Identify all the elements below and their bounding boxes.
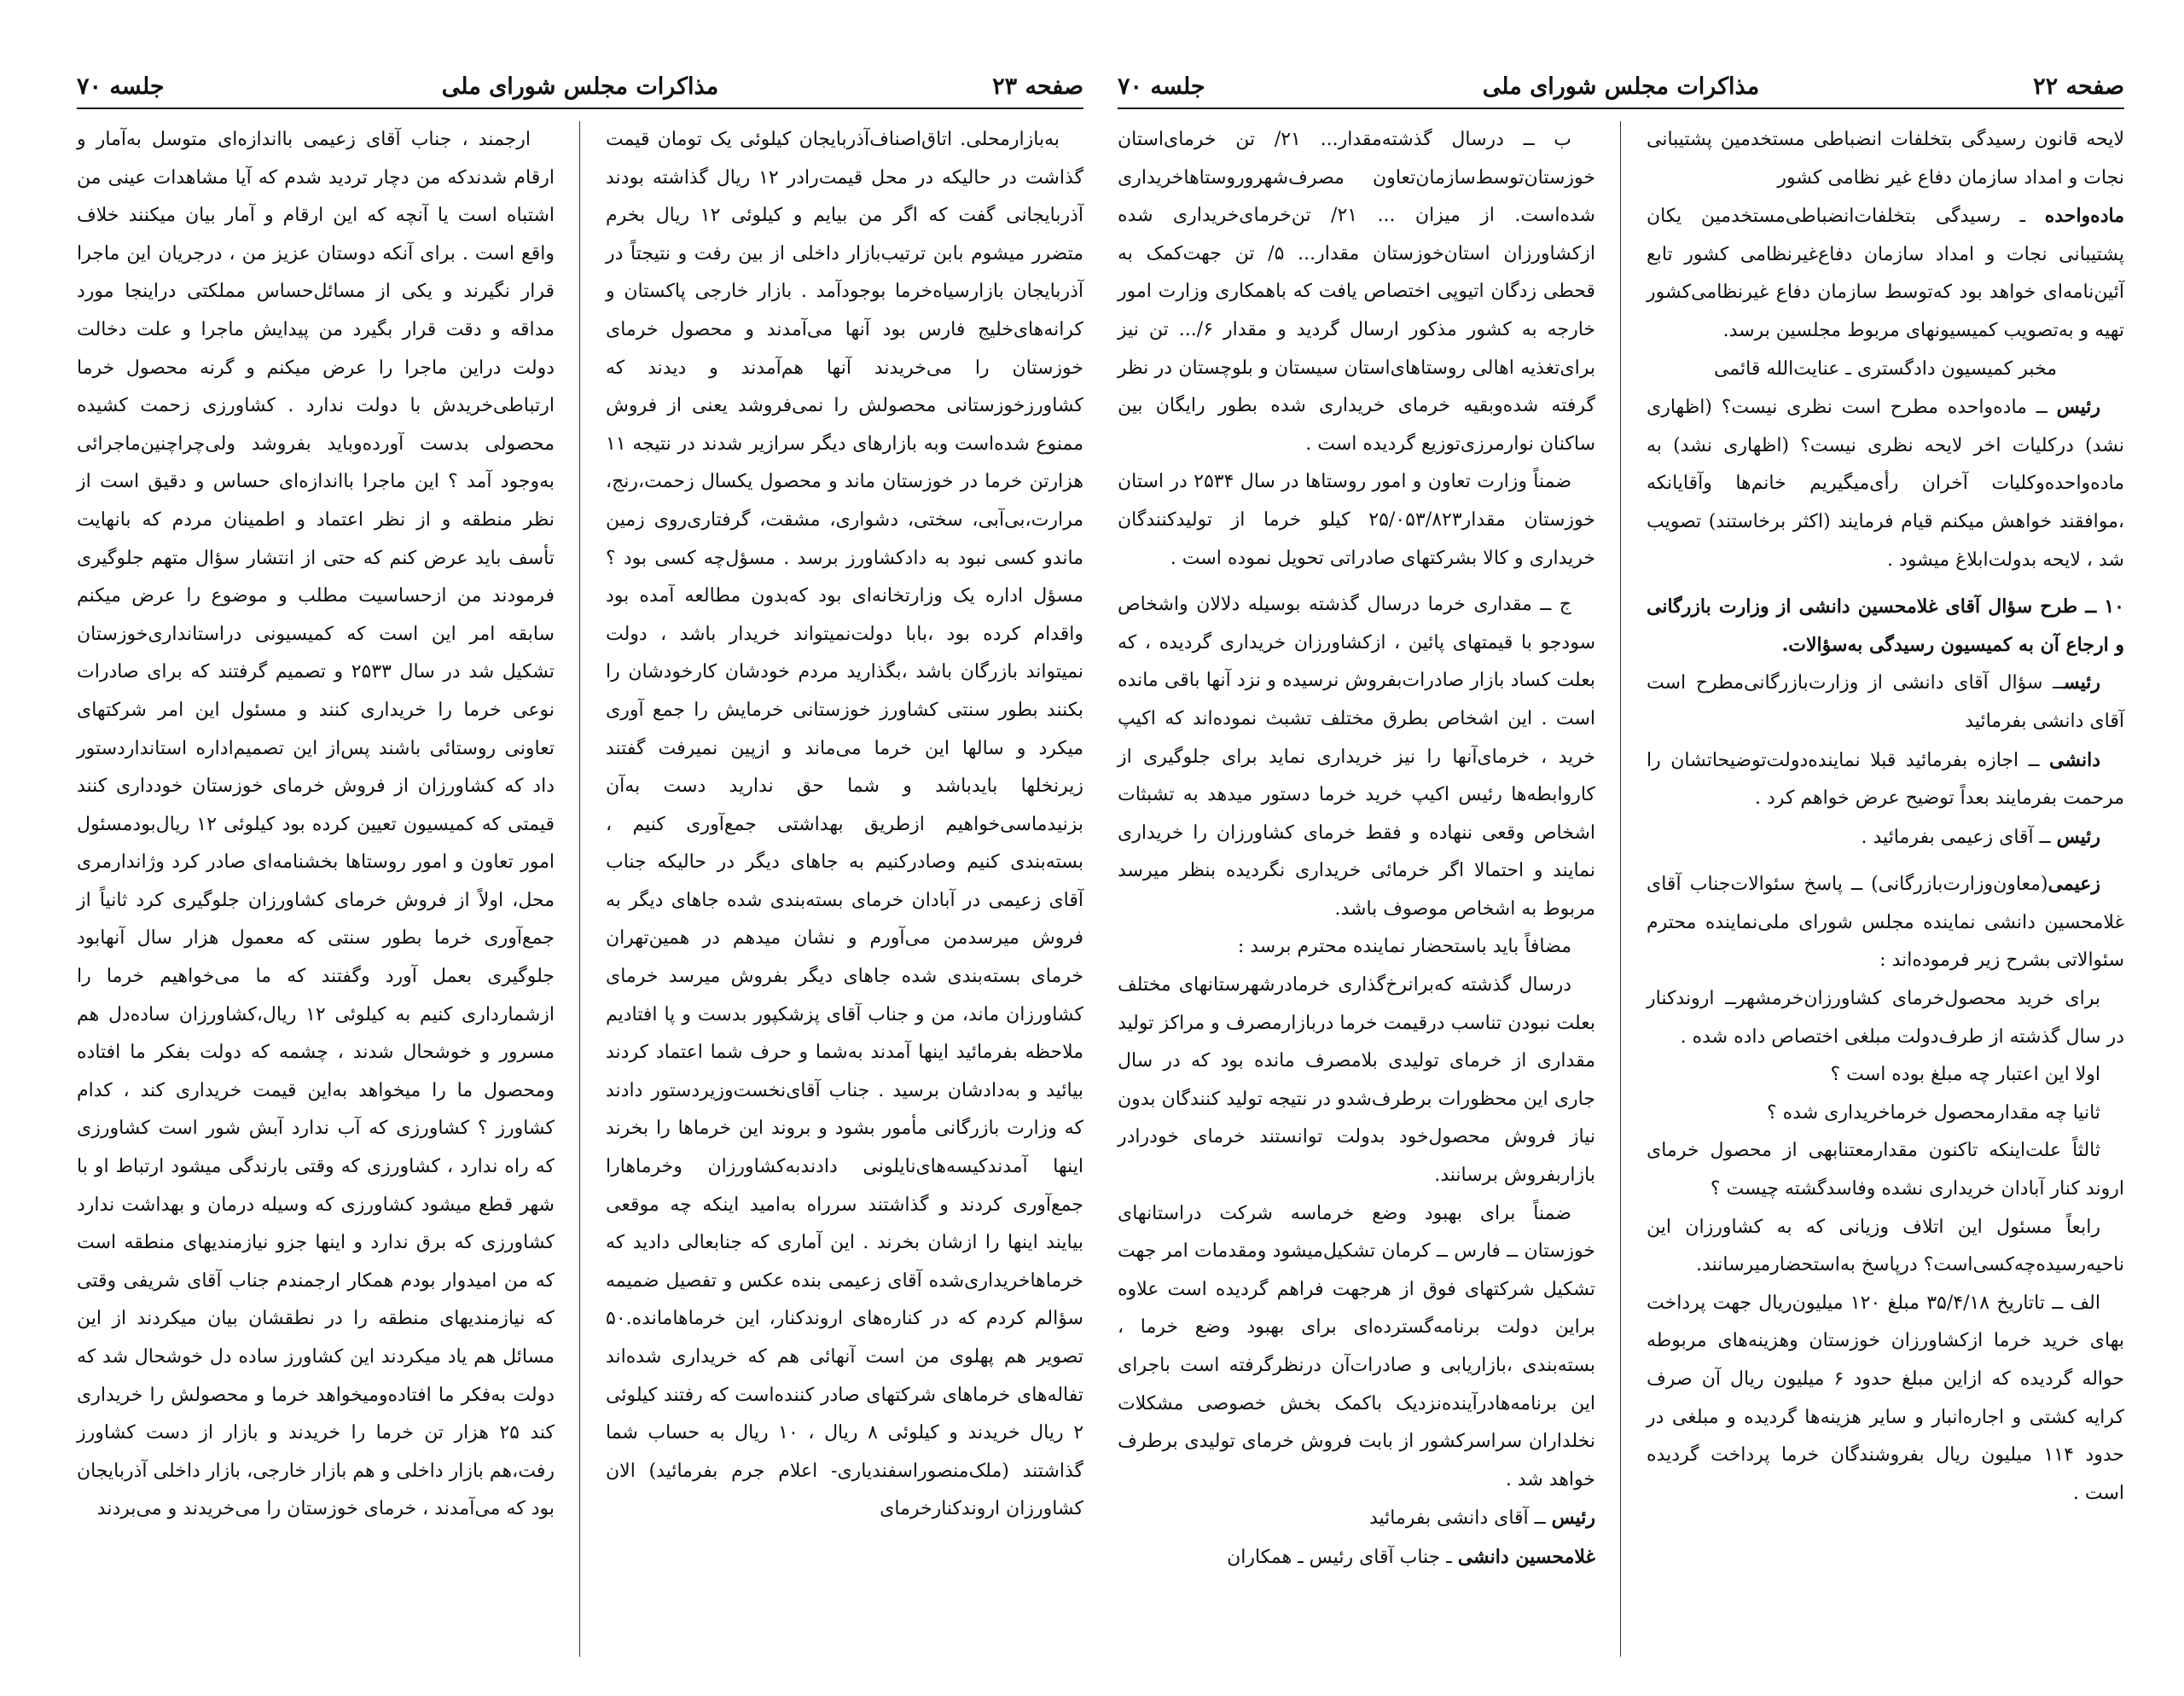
paragraph-text: ثالثاً علت‌اینکه تاکنون مقدارمعتنابهی از محصول خرمای اروند کنار آبادان خریداری نشده وفاسدگشته چیست ؟ [1647,1140,2124,1200]
right-page-right-column [1647,121,2124,1674]
left-page-right-column [606,121,1083,1674]
paragraph-text: ــ آقای دانشی بفرمائید [1368,1507,1552,1530]
paragraph-text: برای خرید محصول‌خرمای کشاورزان‌خرمشهرــ اروندکنار در سال گذشته از طرف‌دولت مبلغی اختصاص داده شده . [1647,988,2124,1048]
right-page-session: جلسه ۷۰ [1118,73,1205,100]
paragraph-text: ــ اجازه بفرمائید قبلا نماینده‌دولت‌توضیحاتشان را مرحمت بفرمایند بعداً توضیح عرض خواهم کرد . [1647,749,2124,810]
paragraph [1647,1209,2124,1285]
paragraph-text: ضمناً برای بهبود وضع خرماسه شرکت دراستانهای خوزستان ــ فارس ــ کرمان تشکیل‌میشود ومقدمات امر جهت تشکیل شرکتهای فوق از هرجهت فراهم گردیده است علاوه براین دولت برنامه‌گسترده‌ای برای بهبود وضع خرما ، بسته‌بندی ،بازاریابی و صادرات‌آن درنظرگرفته است باجرای این برنامه‌هادرآینده‌نزدیک باکمک بخش خصوصی مشکلات نخلداران سراسرکشور از بابت فروش خرمای تولیدی برطرف خواهد شد . [1118,1202,1595,1490]
speaker-label: رئیس [1551,1507,1595,1530]
paragraph-text: ــ آقای زعیمی بفرمائید . [1861,826,2057,848]
paragraph [1647,980,2124,1056]
paragraph [1118,586,1595,928]
left-page-header [77,70,1083,109]
paragraph [1647,121,2124,197]
paragraph [1647,588,2124,664]
speaker-label: زعیمی [2048,873,2100,896]
left-page [77,70,1083,1674]
paragraph-text: مخبر کمیسیون دادگستری ـ عنایت‌الله قائمی [1713,357,2058,380]
paragraph [1647,818,2124,857]
paragraph-text: ارجمند ، جناب آقای زعیمی بااندازه‌ای متوسل به‌آمار و ارقام شدند‌که من دچار تردید شدم که آیا مشاهدات عینی من اشتباه است یا آنچه که این ارقام و آمار بیان میکنند خلاف واقع است . برای آنکه دوستان عزیز من ، درجریان این ماجرا قرار نگیرند و یکی از مسائل‌حساس مملکتی دراینجا مورد مداقه و دقت قرار بگیرد من پیدایش ماجرا و علت دخالت دولت دراین ماجرا را عرض میکنم و گرنه محصول خرما ارتباطی‌خریدش با دولت ندارد . کشاورزی زحمت کشیده محصولی بدست آورده‌وباید بفروشد ولی‌چراچنین‌ماجرائی به‌وجود آمد ؟ این ماجرا بااندازه‌ای حساس و دقیق است از نظر منطقه و از نظر اعتماد و اطمینان مردم که بانهایت تأسف باید عرض کنم که حتی از انتشار سؤال متهم جلوگیری فرمودند من ازحساسیت مطلب و موضوع را عرض میکنم سابقه امر این است که کمیسیونی دراستانداری‌خوزستان تشکیل شد در سال ۲۵۳۳ و تصمیم گرفتند که برای صادرات نوعی خرما را خریداری کنند و مسئول این امر شرکتهای تعاونی روستائی باشند پس‌از این تصمیم‌اداره استانداردستور داد که کشاورزان از فروش خرمای خوزستان خودداری کنند قیمتی که کمیسیون تعیین کرده بود کیلوئی ۱۲ ریال‌بودمسئول امور تعاون و امور روستاها بخشنامه‌ای صادر کرد وژاندارمری محل، اولاً از فروش خرمای کشاورزان جلوگیری کرد ثانیاً از جمع‌آوری خرما بطور سنتی که معمول هزار سال آنهابود جلوگیری بعمل آورد وگفتند که ما می‌خواهیم خرما را ازشمارداری کنیم به کیلوئی ۱۲ ریال،کشاورزان ساده‌دل هم مسرور و خوشحال شدند ، چشمه که دولت بفکر ما افتاده ومحصول ما را میخواهد به‌این قیمت خریداری کند ، کدام کشاورز ؟ کشاورزی که آب ندارد آبش شور است کشاورزی که راه ندارد ، کشاورزی که وقتی بارندگی میشود ارتباط او با شهر قطع میشود کشاورزی که وسیله درمان و بهداشت ندارد کشاورزی که برق ندارد و اینها جزو نیازمندیهای منطقه است که من امیدوار بودم همکار ارجمندم جناب آقای شریفی وقتی که نیازمندیهای منطقه را در نطقشان بیان میکردند از این مسائل هم یاد میکردند این کشاورز ساده دل خوشحال شد که دولت به‌فکر ما افتاده‌وميخواهد خرما و محصولش را خریداری کند ۲۵ هزار تن خرما را خریدند و بازار از دست کشاورز رفت،هم بازار داخلی و هم بازار خارجی، بازار داخلی آذربایجان بود که می‌آمدند ، خرمای خوزستان را می‌خریدند و می‌بردند [77,129,555,1520]
paragraph [1647,351,2124,389]
paragraph-text: ثانیا چه مقدار‌محصول خرماخریداری شده ؟ [1766,1101,2100,1124]
paragraph-text: ۱۰ ــ طرح سؤال آقای غلامحسین دانشی از وزارت بازرگانی و ارجاع آن به کمیسیون رسیدگی به‌سؤالات. [1647,595,2124,656]
paragraph-text: رابعاً مسئول این اتلاف وزیانی که به کشاورزان این ناحیه‌رسیده‌چه‌کسی‌است؟ درپاسخ به‌استحضارمیرسانند. [1647,1216,2124,1276]
paragraph [1647,741,2124,818]
paragraph [77,121,555,1529]
paragraph-text: ب ــ درسال گذشته‌مقدار... ۲۱/ تن خرمای‌استان خوزستان‌توسط‌سازمان‌تعاون مصرف‌شهرو‌روستاها‌خریداری شده‌است. از میزان ... ۲۱/ تن‌خرمای‌خریداری شده ازکشاورزان استان‌خوزستان مقدار... ۵/ تن جهت‌کمک به قحطی زدگان اتیوپی اختصاص یافت که باهمکاری وزارت امور خارجه به کشور مذکور ارسال گردید و مقدار ۶/... تن نیز برای‌تغذیه اهالی روستاهای‌استان سیستان و بلوچستان در نظر گرفته شده‌وبقیه خرمای خریداری شده بطور رایگان بین ساکنان نوارمرزی‌توزیع گردیده است . [1118,129,1596,455]
paragraph-text: الف ــ تاتاریخ ۳۵/۴/۱۸ مبلغ ۱۲۰ میلیون‌ریال جهت پرداخت بهای خرید خرما ازکشاورزان خوزستان وهزینه‌های مربوطه حواله گردیده که ازاین مبلغ حدود ۶ میلیون ریال آن صرف کرایه کشتی و اجاره‌انبار و سایر هزینه‌ها گردیده و مبلغی در حدود ۱۱۴ میلیون ریال بفروشندگان خرما پرداخت گردیده است . [1647,1292,2125,1504]
speaker-label: غلامحسین دانشی [1457,1545,1595,1568]
paragraph-text: (معاون‌وزارت‌بازرگانی) ــ پاسخ سئوالات‌جناب آقای غلامحسین دانشی نماینده مجلس شورای ملی‌نماینده محترم سئوالاتی بشرح زیر فرموده‌اند : [1647,874,2124,972]
paragraph-text: ــ ماده‌واحده مطرح است نظری نیست؟ (اظهاری نشد) درکلیات اخر لایحه نظری نیست؟ (اظهاری نشد) به ماده‌واحده‌وکلیات آخران رأی‌میگیریم خانم‌ها وآقایانکه ،موافقند خواهش میکنم قیام فرمایند (اکثر برخاستند) تصویب شد ، لایحه بدولت‌ابلاغ میشود . [1647,397,2124,571]
speaker-label: رئیس [2063,671,2100,694]
paragraph-text: لایحه قانون رسیدگی بتخلفات انضباطی مستخدمین پشتیبانی نجات و امداد سازمان دفاع غیر نظامی کشور [1647,129,2124,189]
left-page-left-column [77,121,555,1674]
paragraph [1118,928,1595,967]
paragraph [1647,865,2124,980]
right-page-column-rule [1620,121,1621,1657]
left-page-session: جلسه ۷۰ [77,73,165,100]
paragraph [1118,1195,1595,1500]
paragraph [1647,1285,2124,1513]
paragraph-text: ج ــ مقداری خرما درسال گذشته بوسیله دلالان واشخاص سودجو با قیمتهای پائین ، ازکشاورزان خریداری گردیده ، که بعلت کساد بازار صادرات‌بفروش نرسیده و نزد آنها باقی مانده است . این اشخاص بطرق مختلف تشبث نموده‌اند که اکیپ خرید ، خرمای‌آنها را نیز خریداری نماید برای جلوگیری از کاروابطه‌ها رئیس اکیپ خرید خرما دستور میدهد به تشبثات اشخاص وقعی ننهاده و فقط خرمای کشاورزان را خریداری نمایند و احتمالا اگر خرمائی خریداری نگردیده بنظر میرسد مربوط به اشخاص موصوف باشد. [1118,594,1595,920]
left-page-column-rule [579,121,580,1657]
speaker-label: ماده‌واحده [2044,205,2124,228]
paragraph [1647,1132,2124,1208]
paragraph-text: اولا این اعتبار چه مبلغ بوده است ؟ [1830,1064,2100,1086]
paragraph-text: درسال گذشته که‌برانرخ‌گذاری خرمادر‌شهرستانهای مختلف بعلت نبودن تناسب درقیمت خرما درباز‌ارمصرف و مراکز تولید مقداری از خرمای تولیدی بلامصرف مانده بود که در سال جاری این محظورات برطرف‌شدو در نتیجه تولید کنندگان بدون نیاز فروش محصول‌خود بدولت توانستند خرمای خودرادر بازاربفروش برسانند. [1118,974,1595,1187]
paragraph [1647,388,2124,579]
paragraph [1118,967,1595,1195]
paragraph-text: ضمناً وزارت تعاون و امور روستاها در سال ۲۵۳۴ در استان خوزستان مقدار۲۵/۰۵۳/۸۲۳ کیلو خرما از تولید‌کنندگان خریداری و کالا بشرکتهای صادراتی تحویل نموده است . [1118,471,1595,569]
paragraph [1118,121,1595,463]
paragraph [1118,1499,1595,1538]
speaker-label: رئیس [2056,825,2100,848]
paragraph-text: ــ سؤال آقای دانشی از وزارت‌بازرگانی‌مطرح است آقای دانشی بفرمائید [1647,672,2124,732]
paragraph [606,121,1083,1529]
paragraph-text: مضافاً باید باستحضار نماینده محترم برسد : [1237,936,1571,958]
paragraph [1647,197,2124,350]
right-page-header [1118,70,2124,109]
paragraph-text: به‌بازارمحلی. اتاق‌اصناف‌آذربایجان کیلوئی یک تومان قیمت گذاشت در حالیکه در محل قیمت‌رادر ۱۲ ریال گذاشته بودند آذربایجانی گفت که اگر من بیایم و کیلوئی ۱۲ ریال بخرم متضرر میشوم با‌بن ترتیب‌بازار داخلی از بین رفت و نتیجتاً در آذربایجان بازارسیاه‌خرما بوجودآمد . بازار خارجی پاکستان و کرانه‌های‌خلیج فارس بود آنها می‌آمدند و محصول خرمای خوزستان را می‌خریدند آنها هم‌آمدند و دیدند که‌ کشاورزخوزستانی محصولش را نمی‌فروشد یعنی از فروش ممنوع شده‌است وبه بازارهای دیگر سرازیر شدند در نتیجه ۱۱ هزارتن خرما در خوزستان ماند و محصول یکسال زحمت،رنج، مرارت،بی‌آبی، سختی، دشواری، مشقت، گرفتاری‌روی زمین ماندو کسی نبود به داد‌کشاورز برسد . مسؤل‌چه کسی بود ؟ مسؤل اداره یک وزارتخانه‌ای بود که‌بدون مطالعه آمده بود واقدام کرده بود ،بابا دولت‌نمیتواند خریدار باشد ، دولت نمیتواند بازرگان باشد ،بگذارید مردم خودشان کارخودشان را بکنند بطور سنتی کشاورز خوزستانی خرمایش را جمع آوری میکرد و سالها این خرما می‌ماند و ازپین نمیرفت گفتند زیرنخلها بایدباشد و شما حق ندارید دست به‌آن بزنیدماسی‌خواهیم ازطریق بهداشتی جمع‌آوری کنیم ، بسته‌بندی کنیم وصادرکنیم به جاهای دیگر در حالیکه جناب آقای زعیمی در آبادان خرمای بسته‌بندی شده جاهای دیگر به فروش میرسدمن می‌آورم و نشان میدهم در همین‌تهران خرمای بسته‌بندی شده جاهای دیگر بفروش میرسد خرمای کشاورزان ماند، من و جناب آقای پزشکپور بدست و پا افتادیم ملاحظه بفرمائید اینها آمدند به‌شما و حرف شما اعتماد کردند بیائید و به‌دادشان برسید . جناب آقای‌نخست‌وزیردستور دادند که وزارت بازرگانی مأمور بشود و بروند این خرماها را بخرند اینها آمدندکیسه‌های‌نایلونی دادندبه‌کشاورزان وخرماهارا جمع‌آوری کردند و گذاشتند سرراه به‌امید اینکه چه موقعی بیایند اینها را ازشان بخرند . این آماری که جنابعالی دادید که خرماهاخریداری‌شده آقای زعیمی بنده عکس و تفصیل ضمیمه سؤالم کردم که در کناره‌های اروندکنار، این خرماهاماند‌ه.۵۰ تصویر هم پهلوی من است آنهائی هم که خریداری شده‌اند تفاله‌های خرماهای شرکتهای صادر کننده‌است که رفتند کیلوئی ۲ ریال خریدند و کیلوئی ۸ ریال ، ۱۰ ریال به حساب شما گذاشتند (ملک‌منصوراسفندیاری- اعلام جرم بفرمائید) الان کشاورزان اروندکنارخرمای [606,129,1084,1520]
paragraph [1647,664,2124,741]
paragraph [1118,1538,1595,1577]
right-page-title: مذاکرات مجلس شورای ملی [1482,73,1760,100]
left-page-title: مذاکرات مجلس شورای ملی [441,73,719,100]
speaker-label: رئیس [2056,396,2100,419]
speaker-label: دانشی [2049,748,2100,771]
left-page-number: صفحه ۲۳ [992,73,1083,100]
paragraph-text: ـ رسیدگی بتخلفات‌انضباطی‌مستخدمین یکان پشتیبانی نجات و امداد سازمان دفاع‌غیرنظامی کشور تابع آئین‌نامه‌ای خواهد بود که‌توسط سازمان دفاع غیرنظامی‌کشور تهیه و به‌تصویب کمیسیونهای مربوط مجلسین برسد. [1647,206,2124,341]
right-page-number: صفحه ۲۲ [2033,73,2124,100]
paragraph-text: ـ جناب آقای رئیس ـ همکاران [1227,1546,1458,1568]
right-page-left-column [1118,121,1595,1674]
paragraph [1647,1056,2124,1095]
paragraph [1647,1095,2124,1133]
right-page [1118,70,2124,1674]
paragraph [1118,463,1595,578]
